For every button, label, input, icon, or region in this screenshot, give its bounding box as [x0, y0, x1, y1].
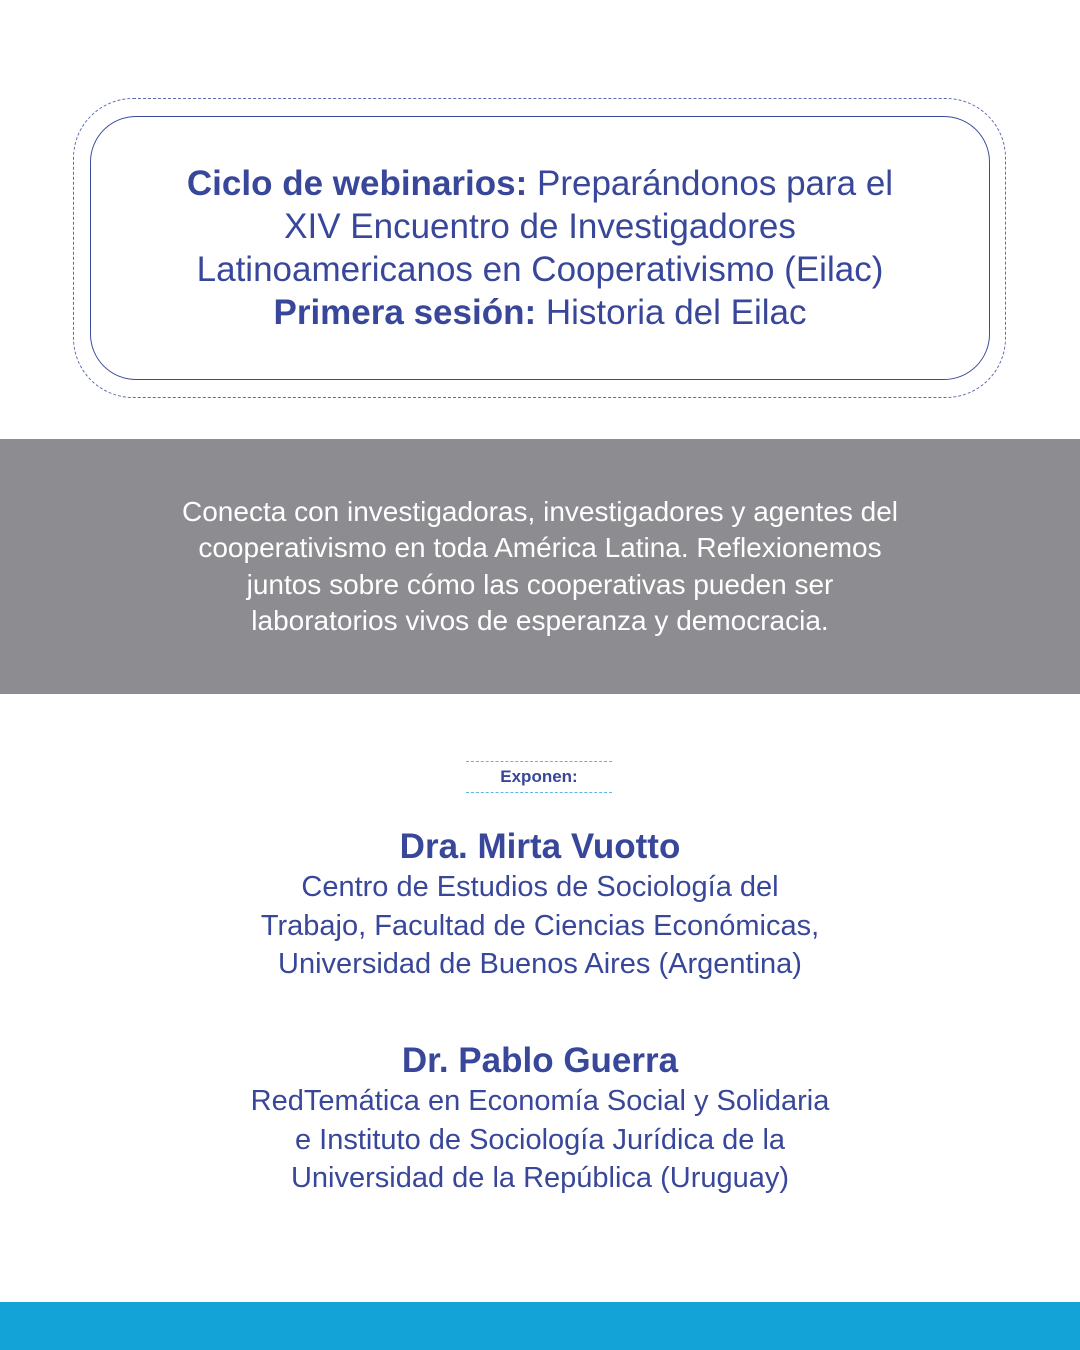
series-line-1	[187, 162, 893, 205]
series-line-1-text: Preparándonos para el	[537, 164, 894, 203]
speaker-1	[0, 826, 1080, 984]
speaker-1-affiliation-line-3: Universidad de Buenos Aires (Argentina)	[278, 948, 802, 980]
description-band	[0, 439, 1080, 694]
speakers-label: Exponen:	[466, 761, 612, 793]
series-line-2: XIV Encuentro de Investigadores	[284, 207, 796, 246]
speaker-1-affiliation-line-1: Centro de Estudios de Sociología del	[301, 871, 779, 903]
speaker-2-affiliation	[0, 1082, 1080, 1198]
session-title: Historia del Eilac	[545, 293, 807, 332]
speaker-2-affiliation-line-2: e Instituto de Sociología Jurídica de la	[294, 1123, 786, 1156]
series-label: Ciclo de webinarios:	[186, 164, 528, 203]
speaker-1-affiliation	[0, 868, 1080, 984]
bottom-accent-bar	[0, 1302, 1080, 1350]
speaker-2	[0, 1040, 1080, 1198]
speaker-2-affiliation-line-3: Universidad de la República (Uruguay)	[290, 1162, 790, 1194]
speaker-1-affiliation-line-2: Trabajo, Facultad de Ciencias Económicas,	[260, 909, 820, 942]
speaker-2-name: Dr. Pablo Guerra	[401, 1041, 679, 1080]
series-line-3: Latinoamericanos en Cooperativismo (Eilac)	[196, 250, 884, 289]
description-text: Conecta con investigadoras, investigadores y agentes del cooperativismo en toda América Latina. Reflexionemos juntos sobre cómo las cooperativas pueden ser laboratorios vivos de esperanza y democracia.	[182, 495, 898, 636]
speaker-2-affiliation-line-1: RedTemática en Economía Social y Solidaria	[250, 1085, 830, 1117]
session-label: Primera sesión:	[273, 293, 537, 332]
session-line	[273, 291, 806, 334]
speaker-1-name: Dra. Mirta Vuotto	[399, 827, 681, 866]
title-card	[90, 116, 990, 380]
